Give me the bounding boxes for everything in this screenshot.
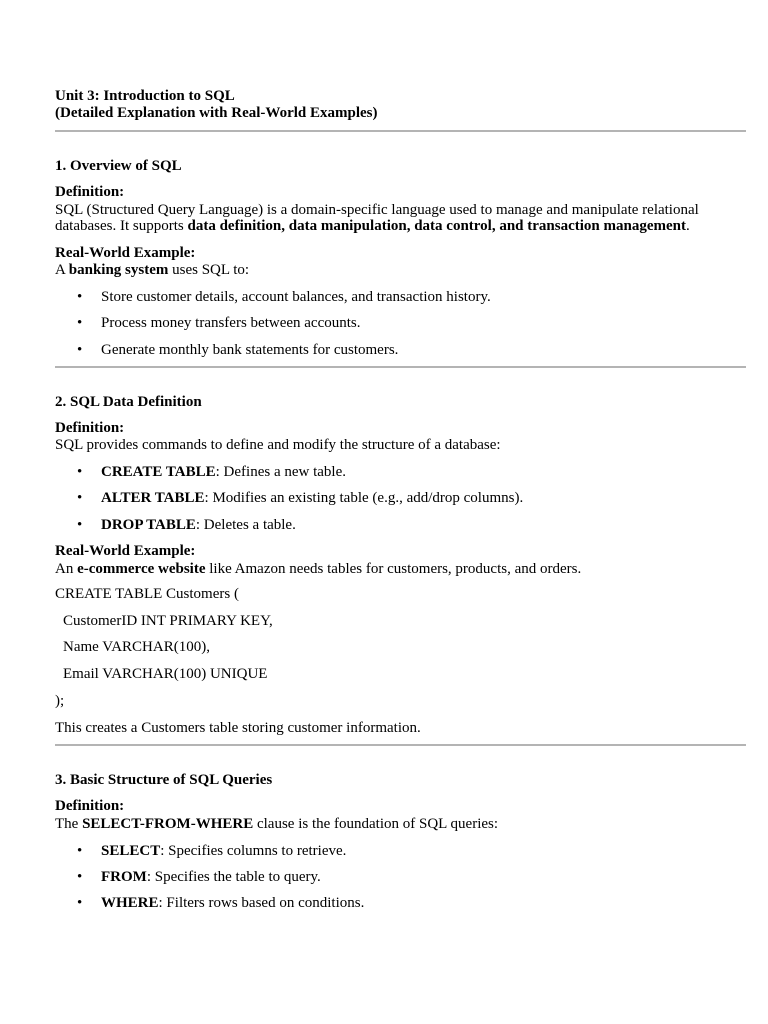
definition-text: The <box>55 816 83 832</box>
section-1-definition-label: Definition: <box>55 184 125 200</box>
code-line: CREATE TABLE Customers ( <box>55 586 239 602</box>
section-2-example-label: Real-World Example: <box>55 543 196 559</box>
definition-emphasis: data definition, data manipulation, data control, and transaction management <box>187 218 686 234</box>
section-2-heading: 2. SQL Data Definition <box>55 394 202 410</box>
code-line: ); <box>55 693 65 709</box>
clause-name: SELECT <box>101 843 161 859</box>
list-item <box>101 490 523 507</box>
clause-description: : Filters rows based on conditions. <box>158 895 365 911</box>
bullet-icon: • <box>77 843 83 859</box>
document-title: Unit 3: Introduction to SQL <box>55 88 235 104</box>
section-1-example-text <box>55 262 249 279</box>
bullet-icon: • <box>77 289 83 305</box>
bullet-icon: • <box>77 490 83 506</box>
bullet-icon: • <box>77 464 83 480</box>
list-item: Process money transfers between accounts. <box>101 315 361 331</box>
example-emphasis: e-commerce website <box>77 561 206 577</box>
code-line: Name VARCHAR(100), <box>63 639 210 655</box>
example-emphasis: banking system <box>68 262 169 278</box>
definition-end: . <box>686 218 690 234</box>
command-name: CREATE TABLE <box>101 464 216 480</box>
bullet-icon: • <box>77 315 83 331</box>
section-2-example-text <box>55 561 581 578</box>
section-3-definition-text <box>55 816 498 833</box>
divider <box>55 744 746 746</box>
command-description: : Deletes a table. <box>195 517 296 533</box>
command-description: : Modifies an existing table (e.g., add/drop columns). <box>204 490 524 506</box>
section-1-example-label: Real-World Example: <box>55 245 196 261</box>
list-item <box>101 869 321 886</box>
clause-name: WHERE <box>101 895 159 911</box>
list-item <box>101 843 346 860</box>
command-name: DROP TABLE <box>101 517 196 533</box>
definition-end: clause is the foundation of SQL queries: <box>253 816 499 832</box>
divider <box>55 130 746 132</box>
example-text-start: A <box>55 262 69 278</box>
definition-emphasis: SELECT-FROM-WHERE <box>82 816 254 832</box>
section-2-definition-label: Definition: <box>55 420 125 436</box>
bullet-icon: • <box>77 517 83 533</box>
section-1-heading: 1. Overview of SQL <box>55 158 182 174</box>
command-name: ALTER TABLE <box>101 490 205 506</box>
section-1-definition-line-1: SQL (Structured Query Language) is a domain-specific language used to manage and manipulate relational <box>55 202 699 218</box>
section-2-definition-text: SQL provides commands to define and modify the structure of a database: <box>55 437 501 453</box>
list-item: Generate monthly bank statements for customers. <box>101 342 399 358</box>
bullet-icon: • <box>77 895 83 911</box>
bullet-icon: • <box>77 869 83 885</box>
section-3-heading: 3. Basic Structure of SQL Queries <box>55 772 273 788</box>
section-1-definition-line-2 <box>55 218 690 235</box>
section-3-definition-label: Definition: <box>55 798 125 814</box>
example-text-start: An <box>55 561 78 577</box>
example-text-end: uses SQL to: <box>168 262 250 278</box>
clause-description: : Specifies the table to query. <box>146 869 321 885</box>
section-2-note: This creates a Customers table storing customer information. <box>55 720 421 736</box>
clause-name: FROM <box>101 869 147 885</box>
list-item <box>101 517 296 534</box>
document-subtitle: (Detailed Explanation with Real-World Examples) <box>55 105 378 121</box>
command-description: : Defines a new table. <box>215 464 346 480</box>
list-item: Store customer details, account balances, and transaction history. <box>101 289 491 305</box>
definition-text: databases. It supports <box>55 218 188 234</box>
clause-description: : Specifies columns to retrieve. <box>160 843 347 859</box>
code-line: CustomerID INT PRIMARY KEY, <box>63 613 273 629</box>
divider <box>55 366 746 368</box>
example-text-end: like Amazon needs tables for customers, products, and orders. <box>205 561 582 577</box>
bullet-icon: • <box>77 342 83 358</box>
code-line: Email VARCHAR(100) UNIQUE <box>63 666 268 682</box>
list-item <box>101 895 364 912</box>
list-item <box>101 464 346 481</box>
